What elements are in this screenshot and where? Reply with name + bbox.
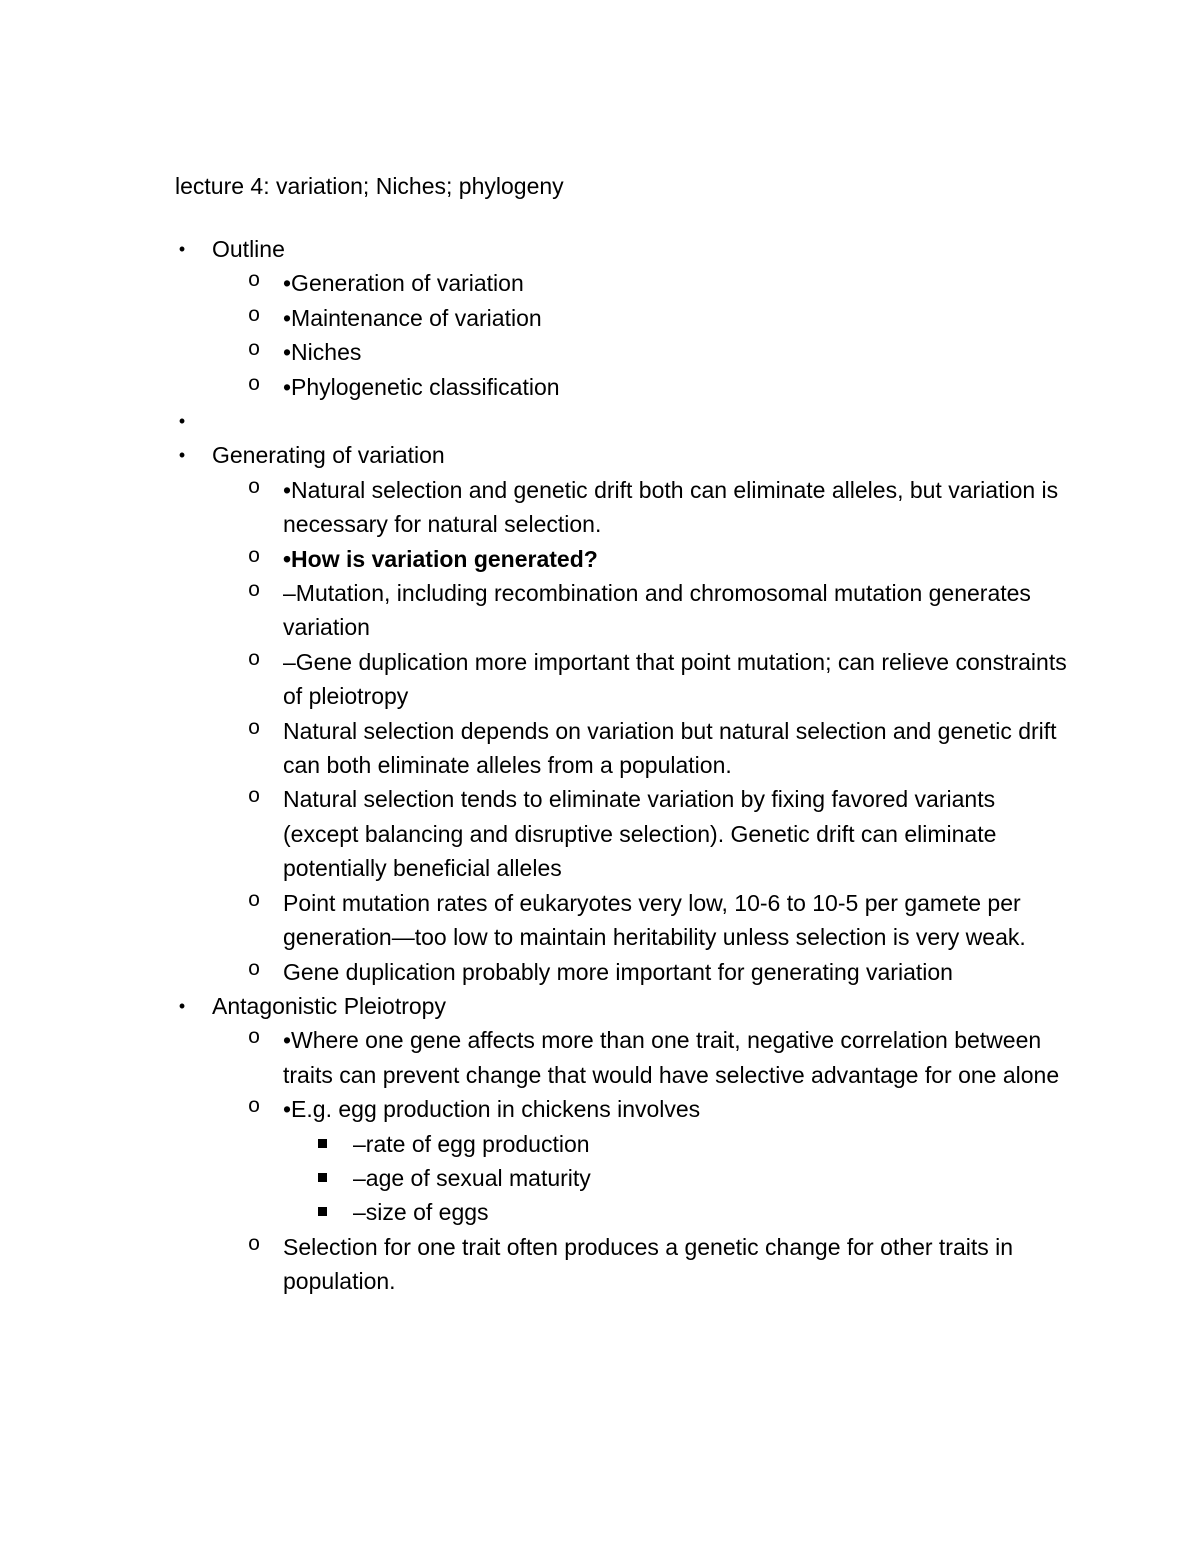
list-item-generating-variation [0,438,1062,472]
list-item [0,473,1073,542]
list-item-antagonistic-pleiotropy [0,989,1062,1023]
list-item-text: •Natural selection and genetic drift both can eliminate alleles, but variation is necessary for natural selection. [283,476,1059,538]
list-item-text: Natural selection depends on variation but natural selection and genetic drift can both eliminate alleles from a population. [283,717,1057,779]
list-item-text: •Maintenance of variation [283,304,542,331]
sub-list-item-text: –age of sexual maturity [353,1164,591,1191]
list-item-text: Selection for one trait often produces a genetic change for other traits in population. [283,1233,1014,1295]
circle-bullet-icon: o [247,373,261,397]
list-item-text: •Phylogenetic classification [283,373,560,400]
circle-bullet-icon: o [247,889,261,913]
outline-list [0,232,1200,1299]
sub-list-item-text: –size of eggs [353,1199,489,1226]
list-item-text: •How is variation generated? [283,545,598,572]
list-item-text: •Generation of variation [283,270,524,297]
circle-bullet-icon: o [247,545,261,569]
circle-bullet-icon: o [247,1233,261,1257]
bullet-icon: • [178,995,186,1016]
list-item-label: Generating of variation [212,442,445,469]
circle-bullet-icon: o [247,304,261,328]
list-item [0,301,1073,335]
circle-bullet-icon: o [247,476,261,500]
list-item-label: Antagonistic Pleiotropy [212,992,446,1019]
sub-list-item [0,1161,1053,1195]
circle-bullet-icon: o [247,1096,261,1120]
bullet-icon: • [178,239,186,259]
list-item-outline [0,232,1062,266]
list-item [0,714,1073,783]
list-item-text: Gene duplication probably more important for generating variation [283,958,953,985]
circle-bullet-icon: o [247,270,261,294]
list-item-label: Outline [212,236,285,262]
list-item-text: •Where one gene affects more than one trait, negative correlation between traits can prevent change that would have selective advantage for one alone [283,1027,1060,1088]
list-item [0,1230,1073,1299]
list-item-text: Point mutation rates of eukaryotes very low, 10-6 to 10-5 per gamete per generation—too low to maintain heritability unless selection is very weak. [283,889,1026,951]
list-item [0,335,1073,369]
list-item-text: Natural selection tends to eliminate variation by fixing favored variants (except balancing and disruptive selection). Genetic drift can eliminate potentially beneficial alleles [283,786,997,882]
sub-list-item [0,1195,1053,1229]
list-item-text: –Mutation, including recombination and chromosomal mutation generates variation [283,580,1031,641]
circle-bullet-icon: o [247,648,261,672]
sub-list-item [0,1127,1053,1161]
list-item [0,886,1073,955]
circle-bullet-icon: o [247,339,261,363]
list-item [0,1092,1073,1126]
list-item-text: –Gene duplication more important that point mutation; can relieve constraints of pleiotropy [283,648,1067,710]
list-item [0,955,1073,989]
list-item-empty [0,404,1062,438]
list-item [0,542,1073,576]
circle-bullet-icon: o [247,580,261,604]
document-title: lecture 4: variation; Niches; phylogeny [175,173,564,199]
circle-bullet-icon: o [247,786,261,810]
list-item-text: •E.g. egg production in chickens involves [283,1096,701,1123]
list-item [0,1023,1073,1092]
circle-bullet-icon: o [247,717,261,741]
circle-bullet-icon: o [247,1027,261,1051]
square-bullet-icon [318,1173,327,1182]
list-item [0,370,1073,404]
square-bullet-icon [318,1207,327,1216]
list-item [0,645,1073,714]
bullet-icon: • [178,411,186,432]
circle-bullet-icon: o [247,958,261,982]
bullet-icon: • [178,445,186,466]
square-bullet-icon [318,1139,327,1148]
list-item [0,782,1073,885]
sub-list-item-text: –rate of egg production [353,1130,590,1157]
list-item [0,576,1073,645]
list-item [0,266,1073,300]
list-item-text: •Niches [283,339,362,366]
